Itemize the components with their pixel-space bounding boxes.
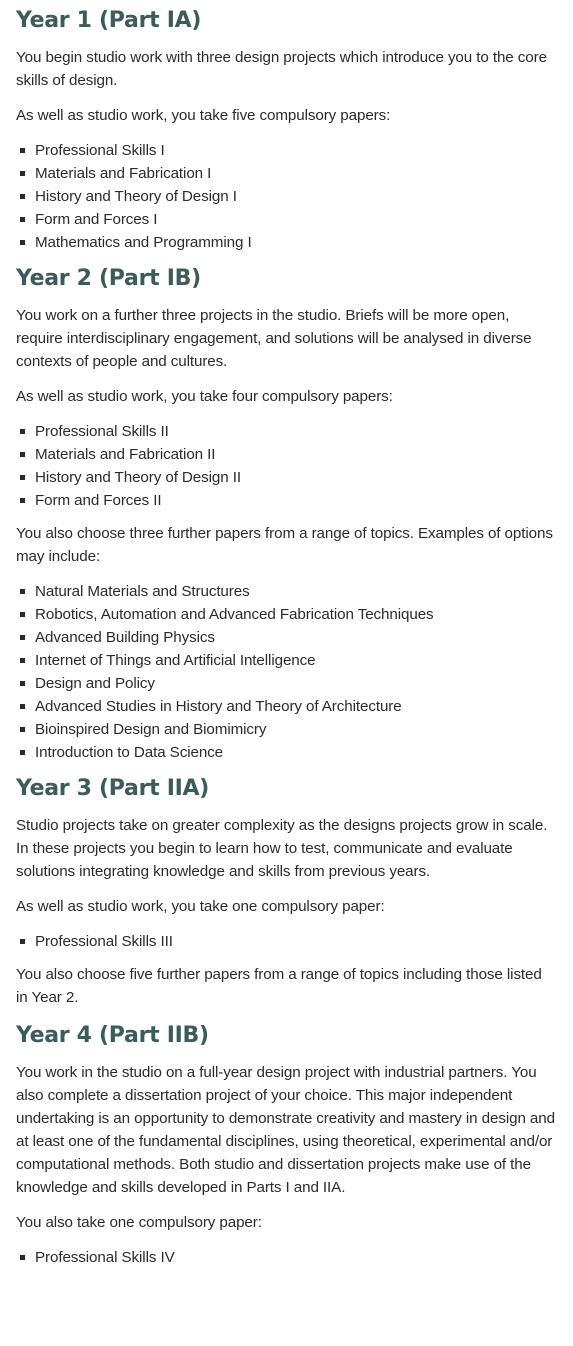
bullet-icon — [20, 939, 25, 944]
compulsory-intro: As well as studio work, you take four compulsory papers: — [16, 388, 393, 405]
bullet-icon — [20, 750, 25, 755]
list-item — [16, 603, 557, 626]
bullet-icon — [20, 612, 25, 617]
bullet-icon — [20, 194, 25, 199]
section-heading: Year 3 (Part IIA) — [16, 776, 209, 801]
list-item — [16, 626, 557, 649]
section-intro: Studio projects take on greater complexity as the designs projects grow in scale. In these projects you begin to learn how to test, communicate and evaluate solutions integrating knowledge and skills from previous years. — [16, 817, 548, 880]
list-item — [16, 231, 557, 254]
list-item — [16, 695, 557, 718]
compulsory-papers-list — [16, 139, 557, 254]
bullet-icon — [20, 589, 25, 594]
bullet-icon — [20, 171, 25, 176]
list-item-label: History and Theory of Design II — [35, 469, 241, 486]
list-item-label: Advanced Studies in History and Theory of Architecture — [35, 698, 402, 715]
bullet-icon — [20, 1255, 25, 1260]
section-year-2 — [16, 264, 557, 764]
compulsory-intro: You also take one compulsory paper: — [16, 1214, 262, 1231]
list-item-label: Introduction to Data Science — [35, 744, 224, 761]
list-item-label: History and Theory of Design I — [35, 188, 237, 205]
list-item-label: Materials and Fabrication I — [35, 165, 212, 182]
list-item — [16, 466, 557, 489]
bullet-icon — [20, 704, 25, 709]
list-item-label: Internet of Things and Artificial Intelligence — [35, 652, 316, 669]
list-item — [16, 443, 557, 466]
bullet-icon — [20, 240, 25, 245]
bullet-icon — [20, 475, 25, 480]
compulsory-intro: As well as studio work, you take five compulsory papers: — [16, 107, 391, 124]
list-item-label: Professional Skills III — [35, 933, 173, 950]
list-item-label: Form and Forces II — [35, 492, 162, 509]
list-item — [16, 489, 557, 512]
list-item — [16, 672, 557, 695]
section-intro: You work on a further three projects in the studio. Briefs will be more open, require interdisciplinary engagement, and solutions will be analysed in diverse contexts of people and cultures. — [16, 307, 532, 370]
list-item-label: Professional Skills II — [35, 423, 169, 440]
bullet-icon — [20, 452, 25, 457]
list-item-label: Bioinspired Design and Biomimicry — [35, 721, 267, 738]
optional-papers-list — [16, 580, 557, 764]
section-intro: You begin studio work with three design projects which introduce you to the core skills of design. — [16, 49, 547, 89]
list-item — [16, 420, 557, 443]
list-item — [16, 580, 557, 603]
bullet-icon — [20, 429, 25, 434]
list-item-label: Materials and Fabrication II — [35, 446, 216, 463]
section-intro: You work in the studio on a full-year design project with industrial partners. You also complete a dissertation project of your choice. This major independent undertaking is an opportunity to demonstrate creativity and mastery in design and at least one of the fundamental disciplines, using theoretical, experimental and/or computational methods. Both studio and dissertation projects make use of the knowledge and skills developed in Parts I and IIA. — [16, 1064, 555, 1196]
list-item — [16, 139, 557, 162]
list-item — [16, 185, 557, 208]
list-item-label: Professional Skills I — [35, 142, 165, 159]
list-item — [16, 1246, 557, 1269]
section-heading: Year 4 (Part IIB) — [16, 1023, 209, 1048]
list-item-label: Form and Forces I — [35, 211, 158, 228]
list-item — [16, 208, 557, 231]
list-item — [16, 930, 557, 953]
list-item — [16, 718, 557, 741]
list-item-label: Professional Skills IV — [35, 1249, 175, 1266]
compulsory-intro: As well as studio work, you take one compulsory paper: — [16, 898, 385, 915]
bullet-icon — [20, 635, 25, 640]
section-closing: You also choose five further papers from a range of topics including those listed in Year 2. — [16, 966, 542, 1006]
section-year-3 — [16, 774, 557, 1009]
bullet-icon — [20, 727, 25, 732]
list-item-label: Robotics, Automation and Advanced Fabrication Techniques — [35, 606, 434, 623]
bullet-icon — [20, 148, 25, 153]
compulsory-papers-list — [16, 420, 557, 512]
list-item — [16, 162, 557, 185]
section-heading: Year 1 (Part IA) — [16, 8, 202, 33]
bullet-icon — [20, 498, 25, 503]
bullet-icon — [20, 217, 25, 222]
list-item-label: Mathematics and Programming I — [35, 234, 252, 251]
list-item-label: Advanced Building Physics — [35, 629, 215, 646]
section-year-4 — [16, 1021, 557, 1269]
section-year-1 — [16, 6, 557, 254]
compulsory-papers-list — [16, 1246, 557, 1269]
list-item — [16, 741, 557, 764]
bullet-icon — [20, 658, 25, 663]
section-heading: Year 2 (Part IB) — [16, 266, 201, 291]
list-item-label: Natural Materials and Structures — [35, 583, 250, 600]
bullet-icon — [20, 681, 25, 686]
list-item — [16, 649, 557, 672]
list-item-label: Design and Policy — [35, 675, 155, 692]
options-intro: You also choose three further papers from a range of topics. Examples of options may include: — [16, 525, 553, 565]
compulsory-papers-list — [16, 930, 557, 953]
